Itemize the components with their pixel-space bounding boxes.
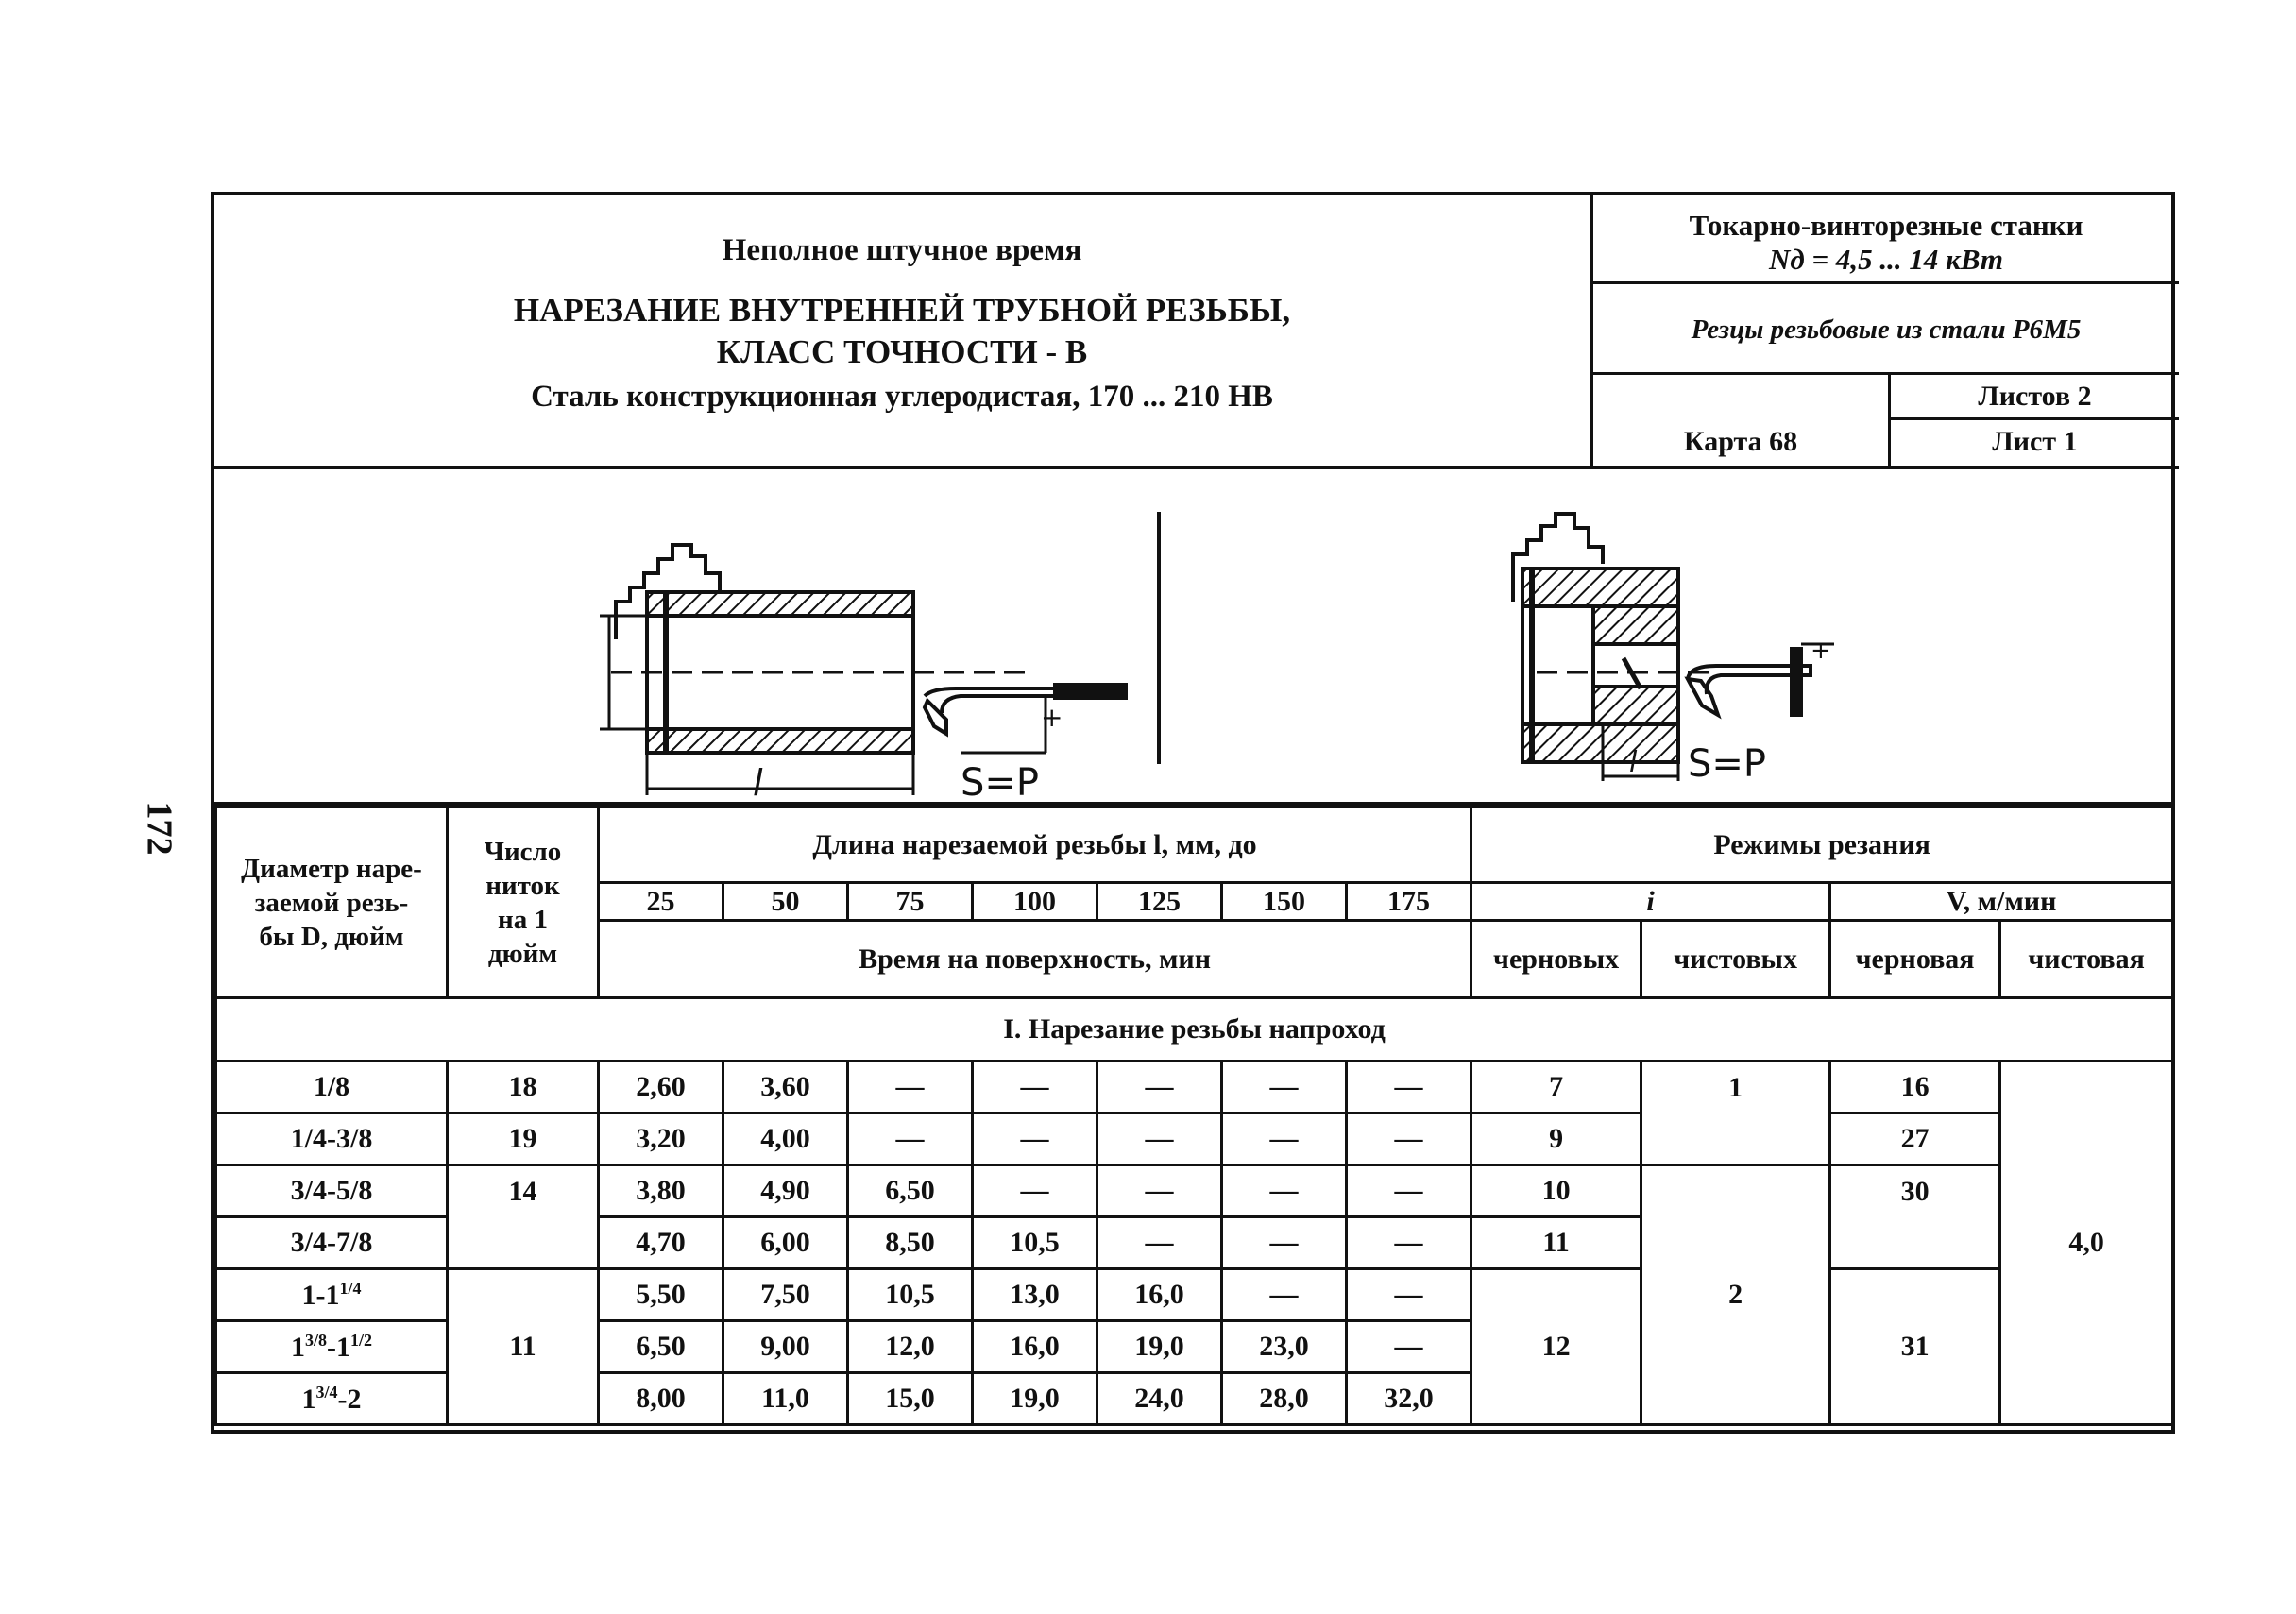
drawings-panel (214, 469, 2171, 806)
header-diameter-line-1: Диаметр наре- (241, 853, 422, 884)
diameter-fraction: 3/8 (304, 1330, 327, 1350)
machine-power: Nд = 4,5 ... 14 кВт (1768, 243, 2004, 276)
threads-cell: 14 (448, 1165, 599, 1269)
table-row (216, 1269, 2173, 1321)
right-plus-sign: + (1811, 637, 1831, 665)
left-length-label: l (753, 762, 763, 802)
time-cell: — (1347, 1321, 1471, 1373)
time-cell: — (1222, 1269, 1347, 1321)
header-subtitle: Неполное штучное время (722, 233, 1082, 267)
length-100: 100 (973, 883, 1097, 921)
page-number: 172 (139, 801, 179, 856)
time-cell: — (1347, 1217, 1471, 1269)
time-cell: — (1222, 1062, 1347, 1113)
time-cell: 4,90 (723, 1165, 848, 1217)
length-175: 175 (1347, 883, 1471, 921)
time-cell: 6,50 (848, 1165, 973, 1217)
time-cell: 10,5 (848, 1269, 973, 1321)
time-cell: 16,0 (973, 1321, 1097, 1373)
length-25: 25 (599, 883, 723, 921)
header-threads-per-inch (448, 807, 599, 998)
diameter-value: -2 (337, 1383, 362, 1415)
time-cell: — (848, 1113, 973, 1165)
length-50: 50 (723, 883, 848, 921)
right-length-label: l (1629, 746, 1638, 779)
header-title (214, 290, 1590, 373)
finish-passes-cell: 1 (1641, 1062, 1830, 1165)
section-title: I. Нарезание резьбы напроход (216, 998, 2173, 1062)
left-feed-label: S=P (961, 761, 1040, 802)
left-plus-sign: + (1041, 702, 1063, 733)
rough-passes-cell: 11 (1471, 1217, 1641, 1269)
time-cell: 9,00 (723, 1321, 848, 1373)
diameter-fraction: 3/4 (315, 1382, 338, 1402)
diameter-cell (216, 1373, 448, 1425)
right-feed-label: S=P (1688, 742, 1767, 786)
time-cell: — (1222, 1217, 1347, 1269)
time-cell: 4,00 (723, 1113, 848, 1165)
diameter-value: 1 (301, 1383, 316, 1415)
card-number: Карта 68 (1593, 375, 1891, 466)
machine-cell (1593, 195, 2179, 284)
diameter-cell (216, 1321, 448, 1373)
sheet-number: Лист 1 (1992, 426, 2078, 457)
time-norms-table (214, 806, 2174, 1426)
table-row (216, 1062, 2173, 1113)
time-cell: 6,50 (599, 1321, 723, 1373)
time-cell: 23,0 (1222, 1321, 1347, 1373)
time-cell: — (1097, 1113, 1222, 1165)
threading-sketches (214, 469, 2171, 802)
header-threads-line-1: Число (484, 836, 562, 867)
rough-passes-cell: 9 (1471, 1113, 1641, 1165)
diameter-value: -1 (327, 1331, 350, 1363)
header-finish-passes: чистовых (1641, 921, 1830, 998)
time-cell: 15,0 (848, 1373, 973, 1425)
title-line-2: КЛАСС ТОЧНОСТИ - В (716, 333, 1088, 370)
rough-speed-cell: 31 (1830, 1269, 2000, 1425)
header-info-block (1593, 195, 2179, 469)
header-threads-line-2: ниток (485, 870, 560, 901)
rough-passes-cell: 10 (1471, 1165, 1641, 1217)
time-cell: — (1097, 1062, 1222, 1113)
time-cell: 11,0 (723, 1373, 848, 1425)
rough-speed-cell: 16 (1830, 1062, 2000, 1113)
table-row (216, 1113, 2173, 1165)
header-modes: Режимы резания (1471, 807, 2173, 883)
header-diameter-line-2: заемой резь- (254, 887, 409, 918)
time-cell: — (973, 1165, 1097, 1217)
time-cell: — (973, 1062, 1097, 1113)
length-150: 150 (1222, 883, 1347, 921)
length-125: 125 (1097, 883, 1222, 921)
time-cell: — (1347, 1165, 1471, 1217)
header-row-1 (216, 807, 2173, 883)
time-cell: 2,60 (599, 1062, 723, 1113)
time-cell: — (1097, 1165, 1222, 1217)
threads-cell: 19 (448, 1113, 599, 1165)
threads-cell: 18 (448, 1062, 599, 1113)
time-cell: 3,20 (599, 1113, 723, 1165)
machine-name: Токарно-винторезные станки (1689, 209, 2083, 242)
diameter-cell (216, 1113, 448, 1165)
length-75: 75 (848, 883, 973, 921)
time-cell: 4,70 (599, 1217, 723, 1269)
rough-passes-cell: 12 (1471, 1269, 1641, 1425)
header-threads-line-3: на 1 (498, 904, 548, 935)
time-cell: — (973, 1113, 1097, 1165)
header-length: Длина нарезаемой резьбы l, мм, до (599, 807, 1471, 883)
rough-speed-cell: 27 (1830, 1113, 2000, 1165)
sheets-total: Листов 2 (1891, 375, 2179, 420)
time-cell: 10,5 (973, 1217, 1097, 1269)
time-cell: 7,50 (723, 1269, 848, 1321)
time-cell: — (1347, 1062, 1471, 1113)
diameter-fraction: 1/4 (339, 1278, 362, 1298)
rough-passes-cell: 7 (1471, 1062, 1641, 1113)
time-cell: 5,50 (599, 1269, 723, 1321)
time-cell: — (1222, 1165, 1347, 1217)
diameter-value: 1-1 (301, 1279, 340, 1311)
time-cell: 3,80 (599, 1165, 723, 1217)
header-diameter-line-3: бы D, дюйм (259, 921, 404, 952)
diameter-value: 3/4-7/8 (290, 1227, 373, 1258)
time-cell: 6,00 (723, 1217, 848, 1269)
sketch-through-thread (600, 512, 1159, 795)
threads-cell: 11 (448, 1269, 599, 1425)
finish-passes-cell: 2 (1641, 1165, 1830, 1425)
time-cell: — (848, 1062, 973, 1113)
diameter-fraction: 1/2 (350, 1330, 373, 1350)
time-cell: 28,0 (1222, 1373, 1347, 1425)
time-cell: — (1347, 1269, 1471, 1321)
tool-cell: Резцы резьбовые из стали Р6М5 (1593, 284, 2179, 375)
header-time: Время на поверхность, мин (599, 921, 1471, 998)
header-finish-speed: чистовая (2000, 921, 2173, 998)
header-rough-passes: черновых (1471, 921, 1641, 998)
header-rough-speed: черновая (1830, 921, 2000, 998)
document-frame (211, 192, 2175, 1434)
time-cell: 12,0 (848, 1321, 973, 1373)
time-cell: — (1347, 1113, 1471, 1165)
time-cell: — (1097, 1217, 1222, 1269)
time-cell: 8,00 (599, 1373, 723, 1425)
time-cell: 3,60 (723, 1062, 848, 1113)
table-row (216, 1165, 2173, 1217)
diameter-cell (216, 1217, 448, 1269)
time-cell: 16,0 (1097, 1269, 1222, 1321)
diameter-value: 1 (290, 1331, 305, 1363)
diameter-cell (216, 1269, 448, 1321)
diameter-value: 1/4-3/8 (290, 1123, 373, 1154)
diameter-value: 1/8 (313, 1071, 350, 1102)
header-speed-v: V, м/мин (1830, 883, 2173, 921)
header-passes-i: i (1471, 883, 1830, 921)
time-cell: 19,0 (973, 1373, 1097, 1425)
rough-speed-cell: 30 (1830, 1165, 2000, 1269)
diameter-cell (216, 1062, 448, 1113)
header-title-block (214, 195, 1593, 469)
sketch-blind-thread (1513, 514, 1834, 781)
diameter-value: 3/4-5/8 (290, 1175, 373, 1206)
time-cell: 24,0 (1097, 1373, 1222, 1425)
header-material: Сталь конструкционная углеродистая, 170 ... 210 НВ (531, 380, 1273, 414)
time-cell: — (1222, 1113, 1347, 1165)
time-cell: 8,50 (848, 1217, 973, 1269)
time-cell: 19,0 (1097, 1321, 1222, 1373)
section-row (216, 998, 2173, 1062)
header-threads-line-4: дюйм (487, 938, 558, 969)
time-cell: 32,0 (1347, 1373, 1471, 1425)
finish-speed-cell: 4,0 (2000, 1062, 2173, 1425)
header-diameter (216, 807, 448, 998)
time-cell: 13,0 (973, 1269, 1097, 1321)
title-line-1: НАРЕЗАНИЕ ВНУТРЕННЕЙ ТРУБНОЙ РЕЗЬБЫ, (513, 292, 1291, 329)
diameter-cell (216, 1165, 448, 1217)
